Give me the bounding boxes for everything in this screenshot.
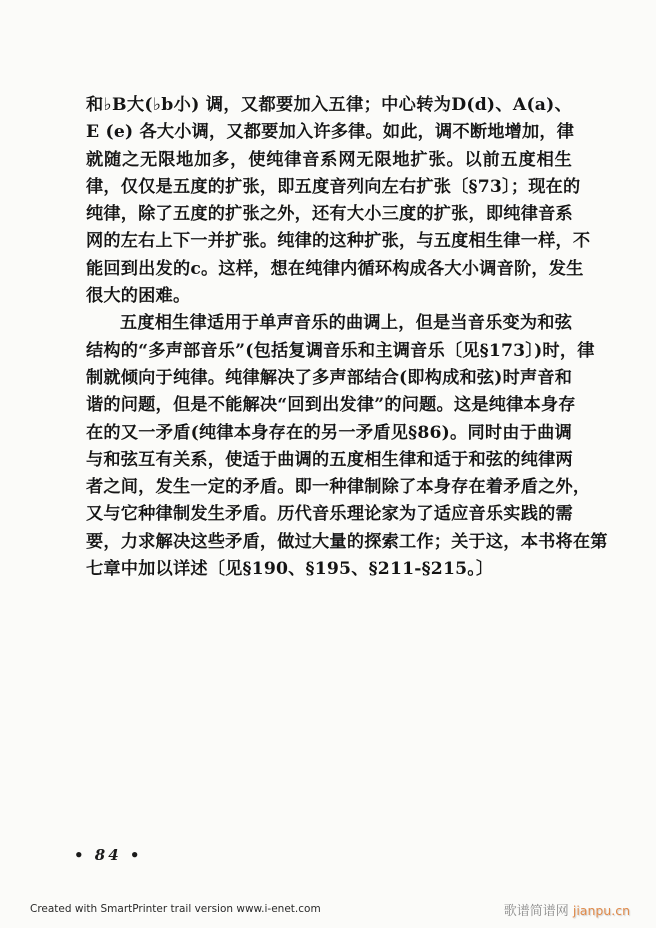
text-line: 很大的困难。 xyxy=(86,286,191,307)
page-number: • 84 • xyxy=(74,846,143,864)
text-line: 七章中加以详述〔见§190、§195、§211-§215。〕 xyxy=(86,559,494,580)
creator-watermark: Created with SmartPrinter trail version www.i-enet.com xyxy=(30,903,321,915)
text-line: 制就倾向于纯律。纯律解决了多声部结合(即构成和弦)时声音和 xyxy=(86,367,573,388)
text-line: 和♭B大(♭b小) 调，又都要加入五律；中心转为D(d)、A(a)、 xyxy=(86,95,572,115)
text-line: 能回到出发的c。这样，想在纯律内循环构成各大小调音阶，发生 xyxy=(86,258,584,279)
text-line: 在的又一矛盾(纯律本身存在的另一矛盾见§86)。同时由于曲调 xyxy=(86,422,572,443)
text-line: E (e) 各大小调，又都要加入许多律。如此，调不断地增加，律 xyxy=(86,122,575,143)
paragraph-1 xyxy=(86,92,591,310)
site-name: 歌谱简谱网 xyxy=(503,904,569,919)
site-watermark xyxy=(504,900,630,919)
text-line: 网的左右上下一并扩张。纯律的这种扩张，与五度相生律一样，不 xyxy=(86,231,591,252)
text-line: 者之间，发生一定的矛盾。即一种律制除了本身存在着矛盾之外， xyxy=(86,477,591,498)
text-line: 要，力求解决这些矛盾，做过大量的探索工作；关于这，本书将在第 xyxy=(86,531,608,552)
text-line: 纯律，除了五度的扩张之外，还有大小三度的扩张，即纯律音系 xyxy=(86,204,573,225)
text-line: 与和弦互有关系，使适于曲调的五度相生律和适于和弦的纯律两 xyxy=(86,449,573,470)
text-line: 就随之无限地加多，使纯律音系网无限地扩张。以前五度相生 xyxy=(86,149,572,170)
paragraph-2 xyxy=(86,310,608,583)
text-line: 又与它种律制发生矛盾。历代音乐理论家为了适应音乐实践的需 xyxy=(86,504,573,525)
text-line: 谐的问题，但是不能解决“回到出发律”的问题。这是纯律本身存 xyxy=(86,395,576,416)
site-domain: jianpu.cn xyxy=(572,903,630,918)
page-body xyxy=(86,92,608,583)
text-line: 五度相生律适用于单声音乐的曲调上，但是当音乐变为和弦 xyxy=(120,313,573,334)
text-line: 律，仅仅是五度的扩张，即五度音列向左右扩张〔§73〕；现在的 xyxy=(86,176,581,197)
text-line: 结构的“多声部音乐”(包括复调音乐和主调音乐〔见§173〕)时，律 xyxy=(86,340,595,361)
